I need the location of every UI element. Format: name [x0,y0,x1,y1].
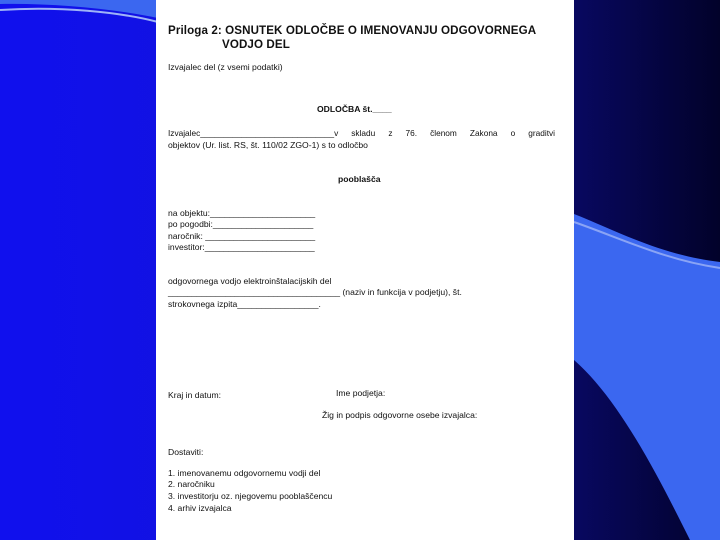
recipient-item: 1. imenovanemu odgovornemu vodji del [168,468,321,478]
company-name-label: Ime podjetja: [336,388,386,398]
authorizes-heading: pooblašča [338,174,381,184]
manager-line1: odgovornega vodjo elektroinštalacijskih del [168,276,332,286]
document-title-line1: Priloga 2: OSNUTEK ODLOČBE O IMENOVANJU ODGOVORNEGA [168,24,537,37]
place-date-label: Kraj in datum: [168,390,222,400]
deliver-to-label: Dostaviti: [168,447,204,457]
field-contract: po pogodbi:_____________________ [168,219,314,229]
decision-heading: ODLOČBA št.____ [317,104,392,114]
manager-line2: ____________________________________ (naziv in funkcija v podjetju), št. [168,287,462,297]
recipient-item: 2. naročniku [168,479,215,489]
recipient-item: 3. investitorju oz. njegovemu pooblaščencu [168,491,333,501]
stamp-signature-label: Žig in podpis odgovorne osebe izvajalca: [322,410,478,420]
field-client: naročnik: _______________________ [168,231,316,241]
body-line2: objektov (Ur. list. RS, št. 110/02 ZGO-1) s to odločbo [168,140,368,150]
document-title-line2: VODJO DEL [222,38,290,51]
body-line1: Izvajalec_____________________________v skladu z 76. členom Zakona o graditvi [168,128,555,138]
manager-line3: strokovnega izpita_________________. [168,299,321,309]
contractor-info: Izvajalec del (z vsemi podatki) [168,62,283,72]
field-object: na objektu:______________________ [168,208,316,218]
recipient-item: 4. arhiv izvajalca [168,503,232,513]
right-swoosh [574,214,720,540]
document-page [156,0,574,540]
field-investor: investitor:_______________________ [168,242,315,252]
